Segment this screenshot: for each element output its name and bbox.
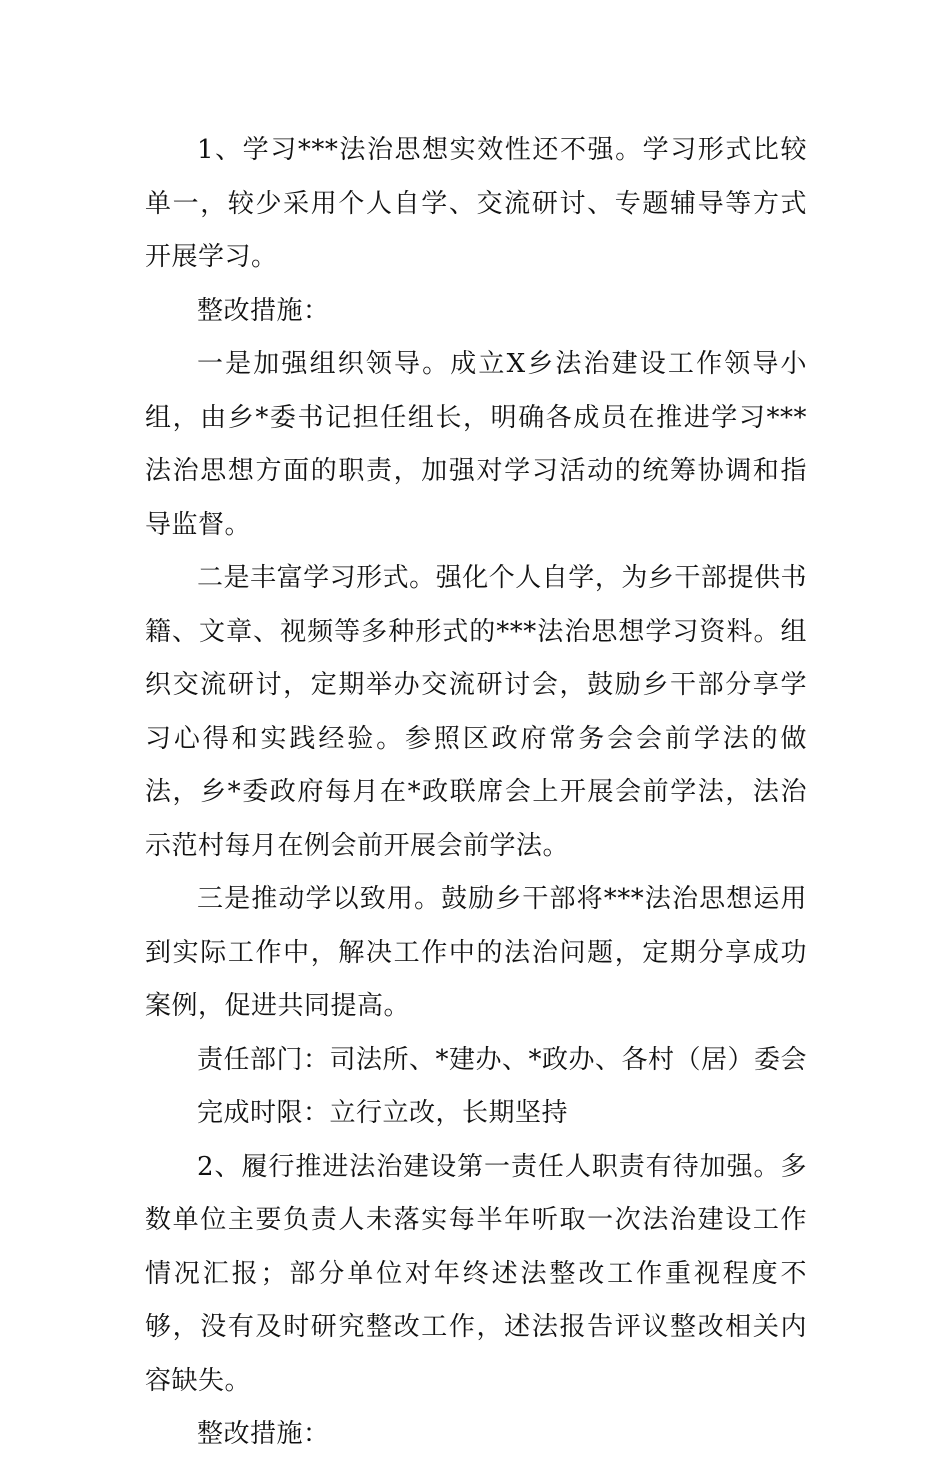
paragraph-issue-1: 1、学习***法治思想实效性还不强。学习形式比较单一，较少采用个人自学、交流研讨、专题辅导等方式开展学习。 bbox=[145, 135, 807, 272]
paragraph-measure-organization: 一是加强组织领导。成立X乡法治建设工作领导小组，由乡*委书记担任组长，明确各成员在推进学习***法治思想方面的职责，加强对学习活动的统筹协调和指导监督。 bbox=[145, 349, 807, 540]
paragraph-responsible-departments: 责任部门：司法所、*建办、*政办、各村（居）委会 bbox=[197, 1044, 808, 1075]
paragraph-measures-heading-2: 整改措施： bbox=[197, 1419, 330, 1449]
paragraph-measures-heading-1: 整改措施： bbox=[197, 295, 330, 326]
paragraph-deadline: 完成时限：立行立改，长期坚持 bbox=[197, 1098, 569, 1128]
paragraph-measure-application: 三是推动学以致用。鼓励乡干部将***法治思想运用到实际工作中，解决工作中的法治问题，定期分享成功案例，促进共同提高。 bbox=[145, 884, 807, 1021]
paragraph-issue-2: 2、履行推进法治建设第一责任人职责有待加强。多数单位主要负责人未落实每半年听取一次法治建设工作情况汇报；部分单位对年终述法整改工作重视程度不够，没有及时研究整改工作，述法报告评议整改相关内容缺失。 bbox=[145, 1151, 807, 1396]
document-body bbox=[145, 124, 807, 1462]
paragraph-measure-learning-forms: 二是丰富学习形式。强化个人自学，为乡干部提供书籍、文章、视频等多种形式的***法治思想学习资料。组织交流研讨，定期举办交流研讨会，鼓励乡干部分享学习心得和实践经验。参照区政府常务会会前学法的做法，乡*委政府每月在*政联席会上开展会前学法，法治示范村每月在例会前开展会前学法。 bbox=[145, 563, 807, 861]
